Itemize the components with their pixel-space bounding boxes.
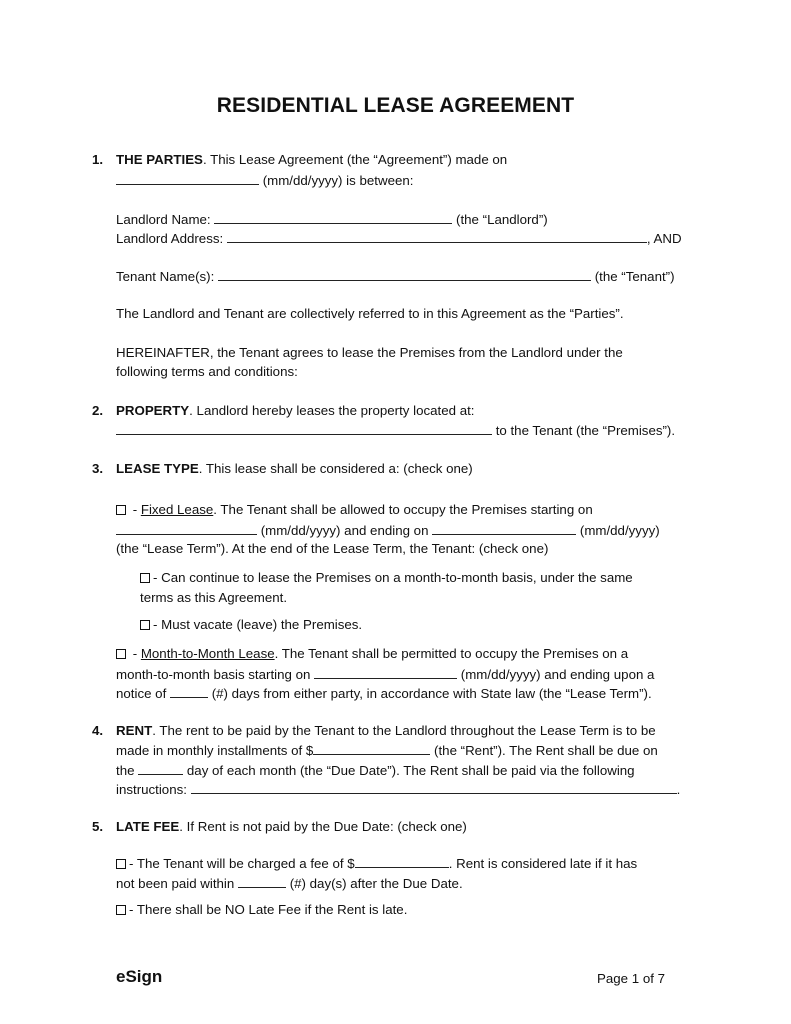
- property-address-field[interactable]: [116, 422, 492, 435]
- month-to-month-option: [116, 646, 628, 662]
- landlord-address-line: [116, 230, 682, 247]
- continue-option: [140, 570, 633, 586]
- late-fee-charged-suffix: . Rent is considered late if it has: [448, 856, 638, 871]
- late-fee-days-suffix: (#) day(s) after the Due Date.: [289, 876, 463, 891]
- landlord-name-field[interactable]: [214, 211, 452, 224]
- fixed-end-date-field[interactable]: [432, 522, 576, 535]
- mtm-start-suffix: (mm/dd/yyyy) and ending upon a: [460, 667, 655, 682]
- rent-amount-label: made in monthly installments of $: [116, 743, 314, 758]
- late-fee-charged-option: [116, 855, 637, 872]
- section-heading: LATE FEE: [116, 819, 180, 834]
- rent-line-2: [116, 742, 658, 759]
- date-format-label: (mm/dd/yyyy) is between:: [262, 173, 414, 188]
- month-to-month-text: . The Tenant shall be permitted to occupy the Premises on a: [274, 646, 629, 661]
- section-heading: PROPERTY: [116, 403, 190, 418]
- agreement-date-field[interactable]: [116, 172, 259, 185]
- fixed-lease-label: Fixed Lease: [140, 502, 214, 517]
- instructions-period: .: [676, 782, 681, 797]
- rent-line-1: [116, 723, 656, 739]
- fixed-lease-text: . The Tenant shall be allowed to occupy the Premises starting on: [213, 502, 593, 517]
- esign-logo: eSign: [116, 967, 163, 986]
- landlord-name-line: [116, 211, 548, 228]
- fixed-lease-option: [116, 502, 593, 518]
- mtm-start-date-field[interactable]: [314, 666, 457, 679]
- no-late-fee-option: [116, 902, 407, 918]
- landlord-name-label: Landlord Name:: [116, 212, 211, 227]
- instructions-field[interactable]: [191, 781, 677, 794]
- month-to-month-label: Month-to-Month Lease: [140, 646, 275, 661]
- month-to-month-notice-line: [116, 685, 652, 702]
- tenant-name-field[interactable]: [218, 268, 591, 281]
- rent-line-4: [116, 781, 680, 798]
- instructions-label: instructions:: [116, 782, 187, 797]
- month-to-month-checkbox[interactable]: [116, 649, 126, 659]
- property-intro-text: . Landlord hereby leases the property located at:: [189, 403, 475, 418]
- vacate-checkbox[interactable]: [140, 620, 150, 630]
- continue-checkbox[interactable]: [140, 573, 150, 583]
- vacate-option: [140, 617, 362, 633]
- fixed-dates-text-1: (mm/dd/yyyy) and ending on: [260, 523, 429, 538]
- rent-text-2: (the “Rent”). The Rent shall be due on: [434, 743, 658, 758]
- agreement-date-line: [116, 172, 413, 189]
- landlord-address-field[interactable]: [227, 230, 647, 243]
- section-heading: RENT: [116, 723, 153, 738]
- late-fee-amount-field[interactable]: [355, 855, 449, 868]
- month-to-month-start-line: [116, 666, 654, 683]
- parties-intro-text: . This Lease Agreement (the “Agreement”) made on: [202, 152, 508, 167]
- property-intro: [116, 403, 474, 419]
- late-fee-intro-text: . If Rent is not paid by the Due Date: (check one): [179, 819, 467, 834]
- document-title: RESIDENTIAL LEASE AGREEMENT: [216, 94, 575, 117]
- section-heading: LEASE TYPE: [116, 461, 199, 476]
- rent-text-3: day of each month (the “Due Date”). The Rent shall be paid via the following: [186, 763, 635, 778]
- late-fee-days-field[interactable]: [238, 875, 286, 888]
- continue-text-1: - Can continue to lease the Premises on a month-to-month basis, under the same: [153, 570, 633, 585]
- rent-text-1: . The rent to be paid by the Tenant to the Landlord throughout the Lease Term is to be: [152, 723, 656, 738]
- parties-intro: [116, 152, 507, 168]
- rent-amount-field[interactable]: [313, 742, 430, 755]
- no-late-fee-checkbox[interactable]: [116, 905, 126, 915]
- parties-collective-text: The Landlord and Tenant are collectively referred to in this Agreement as the “Parties”.: [116, 306, 624, 321]
- month-to-month-dash: -: [129, 646, 141, 661]
- mtm-start-label: month-to-month basis starting on: [116, 667, 311, 682]
- property-suffix: to the Tenant (the “Premises”).: [495, 423, 676, 438]
- landlord-name-suffix: (the “Landlord”): [456, 212, 548, 227]
- late-fee-charged-text: - The Tenant will be charged a fee of $: [129, 856, 355, 871]
- page-number: Page 1 of 7: [597, 971, 666, 986]
- landlord-address-suffix: , AND: [646, 231, 682, 246]
- section-number: 5.: [92, 819, 104, 834]
- mtm-notice-label: notice of: [116, 686, 167, 701]
- property-address-line: [116, 422, 675, 439]
- continue-text-2: terms as this Agreement.: [140, 590, 288, 605]
- section-heading: THE PARTIES: [116, 152, 203, 167]
- section-number: 1.: [92, 152, 104, 167]
- section-number: 3.: [92, 461, 104, 476]
- mtm-notice-suffix: (#) days from either party, in accordance with State law (the “Lease Term”).: [211, 686, 652, 701]
- late-fee-days-line: [116, 875, 463, 892]
- tenant-name-line: [116, 268, 675, 285]
- rent-line-3: [116, 762, 635, 779]
- hereinafter-text-2: following terms and conditions:: [116, 364, 298, 379]
- late-fee-days-label: not been paid within: [116, 876, 235, 891]
- fixed-lease-checkbox[interactable]: [116, 505, 126, 515]
- vacate-text: - Must vacate (leave) the Premises.: [153, 617, 363, 632]
- fixed-start-date-field[interactable]: [116, 522, 257, 535]
- mtm-notice-days-field[interactable]: [170, 685, 208, 698]
- fixed-dates-text-2: (mm/dd/yyyy): [579, 523, 660, 538]
- hereinafter-text-1: HEREINAFTER, the Tenant agrees to lease the Premises from the Landlord under the: [116, 345, 623, 360]
- due-day-label: the: [116, 763, 135, 778]
- fixed-lease-dash: -: [129, 502, 141, 517]
- due-day-field[interactable]: [138, 762, 183, 775]
- no-late-fee-text: - There shall be NO Late Fee if the Rent is late.: [129, 902, 408, 917]
- lease-type-intro-text: . This lease shall be considered a: (check one): [198, 461, 473, 476]
- landlord-address-label: Landlord Address:: [116, 231, 224, 246]
- section-number: 2.: [92, 403, 104, 418]
- tenant-name-suffix: (the “Tenant”): [594, 269, 675, 284]
- section-number: 4.: [92, 723, 104, 738]
- lease-type-intro: [116, 461, 473, 477]
- fixed-lease-dates: [116, 522, 660, 539]
- late-fee-intro: [116, 819, 467, 835]
- fixed-lease-term-text: (the “Lease Term”). At the end of the Lease Term, the Tenant: (check one): [116, 541, 549, 556]
- late-fee-charged-checkbox[interactable]: [116, 859, 126, 869]
- tenant-name-label: Tenant Name(s):: [116, 269, 215, 284]
